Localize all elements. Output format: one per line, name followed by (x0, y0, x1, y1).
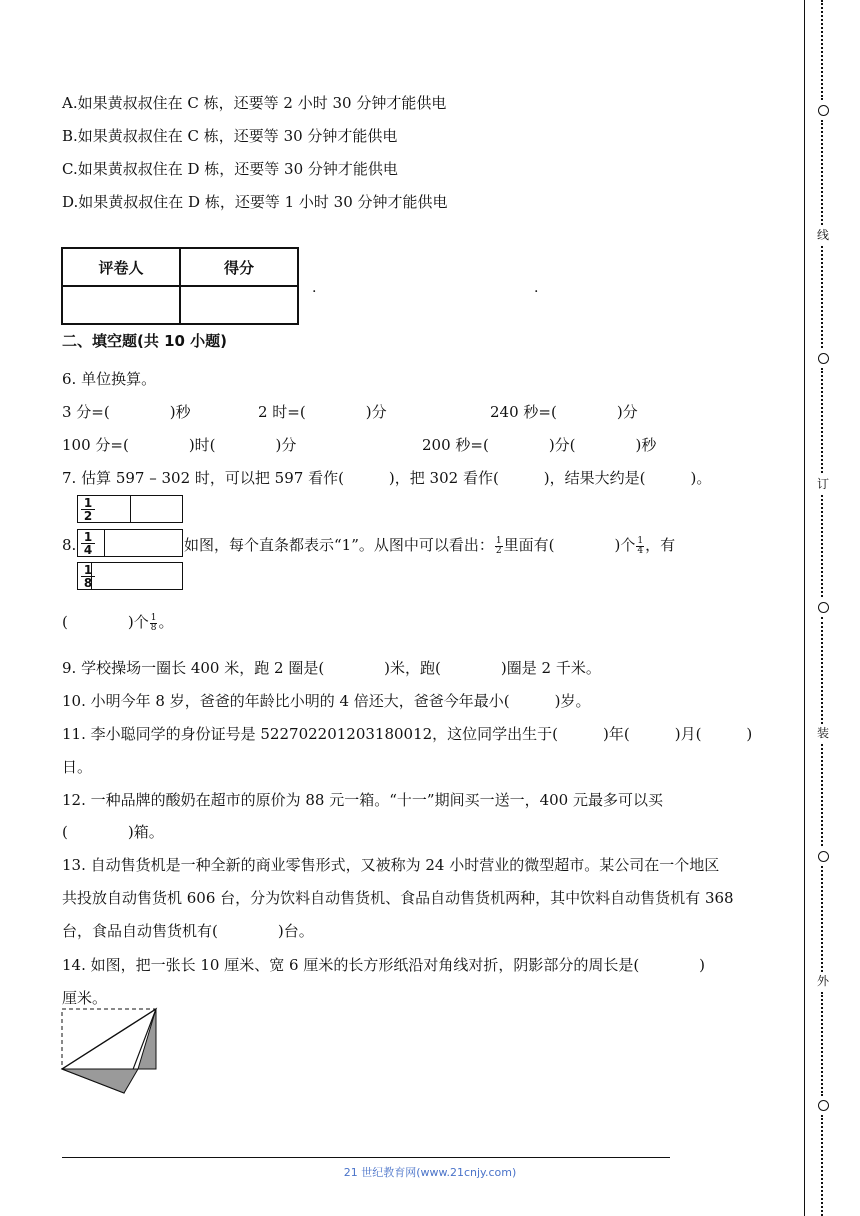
q6-item: 240 秒=( )分 (490, 403, 638, 421)
footer-divider (62, 1157, 670, 1158)
option-c: C.如果黄叔叔住在 D 栋，还要等 30 分钟才能供电 (62, 160, 398, 178)
fraction-bar-eighth (77, 562, 183, 590)
section-title: 二、填空题(共 10 小题) (62, 332, 228, 350)
score-cell[interactable] (180, 286, 298, 324)
question-11-cont: 日。 (62, 758, 93, 776)
binding-hole-icon (818, 851, 829, 862)
question-12-cont: ( )箱。 (62, 823, 164, 841)
fraction-bar-quarter (77, 529, 183, 557)
option-b: B.如果黄叔叔住在 C 栋，还要等 30 分钟才能供电 (62, 127, 398, 145)
margin-label: 订 (816, 477, 829, 491)
margin-label: 装 (816, 726, 829, 740)
fraction-bar-half (77, 495, 183, 523)
question-9: 9. 学校操场一圈长 400 米，跑 2 圈是( )米，跑( )圈是 2 千米。 (62, 659, 601, 677)
question-10: 10. 小明今年 8 岁，爸爸的年龄比小明的 4 倍还大，爸爸今年最小( )岁。 (62, 692, 591, 710)
footer-text: 21 世纪教育网(www.21cnjy.com) (343, 1166, 517, 1179)
bar-fraction-label: 1 8 (81, 564, 95, 589)
question-14-cont: 厘米。 (62, 989, 108, 1007)
bar-fraction-label: 1 4 (81, 531, 95, 556)
question-12: 12. 一种品牌的酸奶在超市的原价为 88 元一箱。“十一”期间买一送一，400 元最多可以买 (62, 791, 663, 809)
q6-item: 200 秒=( )分( )秒 (422, 436, 657, 454)
binding-margin (815, 0, 831, 1216)
binding-hole-icon (818, 1100, 829, 1111)
question-14: 14. 如图，把一张长 10 厘米、宽 6 厘米的长方形纸沿对角线对折，阴影部分的周长是( ) (62, 956, 706, 974)
option-a: A.如果黄叔叔住在 C 栋，还要等 2 小时 30 分钟才能供电 (62, 94, 447, 112)
q6-item: 100 分=( )时( )分 (62, 436, 297, 454)
binding-hole-icon (818, 602, 829, 613)
q6-item: 2 时=( )分 (258, 403, 387, 421)
fraction: $\frac{1}{2}$ (495, 535, 502, 556)
stray-dot: . (312, 280, 317, 296)
binding-hole-icon (818, 105, 829, 116)
score-header: 得分 (180, 248, 298, 286)
binding-hole-icon (818, 353, 829, 364)
score-table (61, 247, 299, 325)
margin-label: 外 (816, 974, 829, 988)
grader-header: 评卷人 (62, 248, 180, 286)
binding-margin-line (804, 0, 805, 1216)
fraction: $\frac{1}{8}$ (150, 612, 157, 633)
grader-cell[interactable] (62, 286, 180, 324)
question-13-cont: 台，食品自动售货机有( )台。 (62, 922, 314, 940)
q6-item: 3 分=( )秒 (62, 403, 191, 421)
question-7: 7. 估算 597 – 302 时，可以把 597 看作( )，把 302 看作( )，结果大约是( )。 (62, 469, 712, 487)
option-d: D.如果黄叔叔住在 D 栋，还要等 1 小时 30 分钟才能供电 (62, 193, 448, 211)
question-8-number: 8. (62, 536, 77, 554)
question-6-title: 6. 单位换算。 (62, 370, 157, 388)
bar-fraction-label: 1 2 (81, 497, 95, 522)
question-13: 13. 自动售货机是一种全新的商业零售形式，又被称为 24 小时营业的微型超市。某公司在一个地区 (62, 856, 720, 874)
fraction: $\frac{1}{4}$ (637, 535, 644, 556)
folded-rectangle-figure (58, 1005, 162, 1097)
question-8-text: 如图，每个直条都表示“1”。从图中可以看出： $\frac{1}{2}$ 里面有( )个 $\frac{1}{4}$ ，有 (184, 535, 676, 556)
question-8-line2: ( )个 $\frac{1}{8}$ 。 (62, 612, 174, 633)
stray-dot: . (534, 280, 539, 296)
margin-label: 线 (816, 228, 829, 242)
question-11: 11. 李小聪同学的身份证号是 522702201203180012，这位同学出生于( )年( )月( ) (62, 725, 753, 743)
question-13-cont: 共投放自动售货机 606 台，分为饮料自动售货机、食品自动售货机两种，其中饮料自动售货机有 368 (62, 889, 734, 907)
